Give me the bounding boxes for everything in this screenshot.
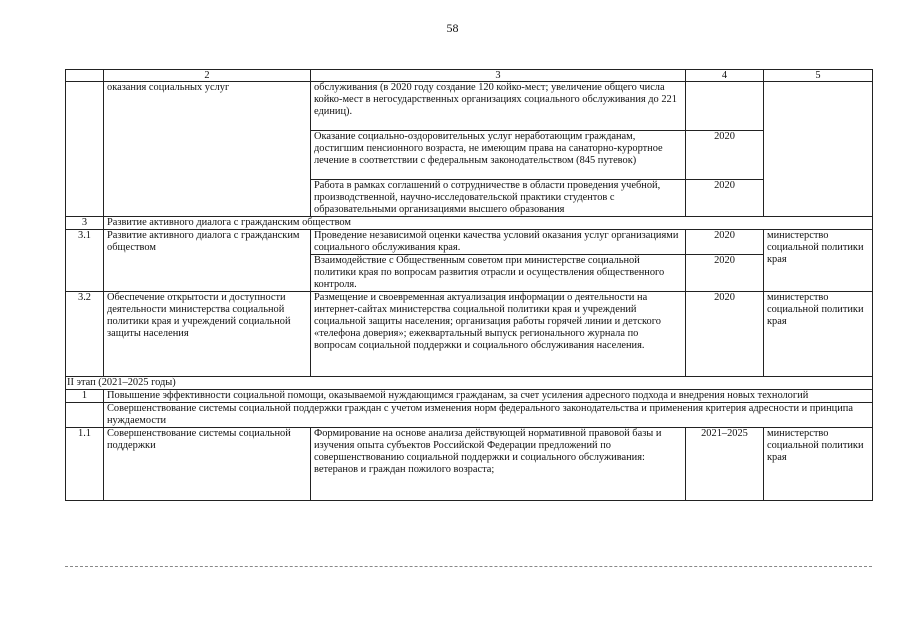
row-num: 3.2 — [66, 292, 104, 377]
stage-row — [66, 377, 873, 390]
row-direction: Обеспечение открытости и доступности деятельности министерства социальной политики края и учреждений социальной защиты населения — [104, 292, 311, 377]
section-row-3 — [66, 217, 873, 230]
table-row — [66, 292, 873, 377]
row-year: 2020 — [686, 255, 764, 292]
program-table — [65, 69, 873, 501]
section-number: 3 — [66, 217, 104, 230]
row-year — [686, 82, 764, 131]
subsection-num — [66, 403, 104, 428]
row-num: 1.1 — [66, 428, 104, 501]
row-activity: Работа в рамках соглашений о сотрудничестве в области проведения учебной, производственной, научно-исследовательской практики студентов с образовательными организациями высшего образования — [311, 180, 686, 217]
section-row-1 — [66, 390, 873, 403]
row-executor: министерство социальной политики края — [764, 428, 873, 501]
header-cell-5: 5 — [764, 70, 873, 82]
row-executor: министерство социальной политики края — [764, 230, 873, 292]
page-number: 58 — [446, 21, 459, 35]
table-header-row — [66, 70, 873, 82]
row-activity: Размещение и своевременная актуализация информации о деятельности на интернет-сайтах министерства социальной политики края и учреждений социальной защиты населения; организация работы горячей линии и детского «телефона доверия»; ежеквартальный выпуск регионального журнала по вопросам социальной поддержки и социального обслуживания населения. — [311, 292, 686, 377]
activity-text: Формирование на основе анализа действующей нормативной правовой базы и изучения опыта субъектов Российской Федерации предложений по совершенствованию социальной поддержки и социального обслуживания: — [314, 428, 662, 463]
row-year: 2020 — [686, 131, 764, 180]
row-year: 2020 — [686, 180, 764, 217]
stage-title: II этап (2021–2025 годы) — [66, 377, 873, 390]
row-year: 2020 — [686, 292, 764, 377]
row-num: 3.1 — [66, 230, 104, 292]
header-cell-2: 2 — [104, 70, 311, 82]
row-activity: Взаимодействие с Общественным советом при министерстве социальной политики края по вопросам развития отрасли и осуществления общественного контроля. — [311, 255, 686, 292]
row-num — [66, 82, 104, 217]
section-number: 1 — [66, 390, 104, 403]
section-title: Развитие активного диалога с гражданским обществом — [104, 217, 873, 230]
table-row — [66, 82, 873, 131]
row-activity — [311, 428, 686, 501]
row-executor: министерство социальной политики края — [764, 292, 873, 377]
header-cell-3: 3 — [311, 70, 686, 82]
row-activity: Оказание социально-оздоровительных услуг неработающим гражданам, достигшим пенсионного возраста, не имеющим права на санаторно-курортное лечение в соответствии с федеральным законодательством (845 путевок) — [311, 131, 686, 180]
subsection-title: Совершенствование системы социальной поддержки граждан с учетом изменения норм федерального законодательства и применения критерия адресности и принципа нуждаемости — [104, 403, 873, 428]
header-cell-1 — [66, 70, 104, 82]
row-executor — [764, 82, 873, 217]
row-activity: Проведение независимой оценки качества условий оказания услуг организациями социального обслуживания края. — [311, 230, 686, 255]
section-title: Повышение эффективности социальной помощи, оказываемой нуждающимся гражданам, за счет усиления адресного подхода и внедрения новых технологий — [104, 390, 873, 403]
subsection-row — [66, 403, 873, 428]
row-direction: Развитие активного диалога с гражданским обществом — [104, 230, 311, 292]
table-row — [66, 230, 873, 255]
page-cut-line — [65, 566, 872, 567]
row-direction: Совершенствование системы социальной поддержки — [104, 428, 311, 501]
row-direction: оказания социальных услуг — [104, 82, 311, 217]
row-activity: обслуживания (в 2020 году создание 120 койко-мест; увеличение общего числа койко-мест в негосударственных организациях социального обслуживания до 221 единиц). — [311, 82, 686, 131]
activity-item: ветеранов и граждан пожилого возраста; — [314, 464, 495, 475]
table-row — [66, 428, 873, 501]
row-year: 2020 — [686, 230, 764, 255]
header-cell-4: 4 — [686, 70, 764, 82]
row-year: 2021–2025 — [686, 428, 764, 501]
